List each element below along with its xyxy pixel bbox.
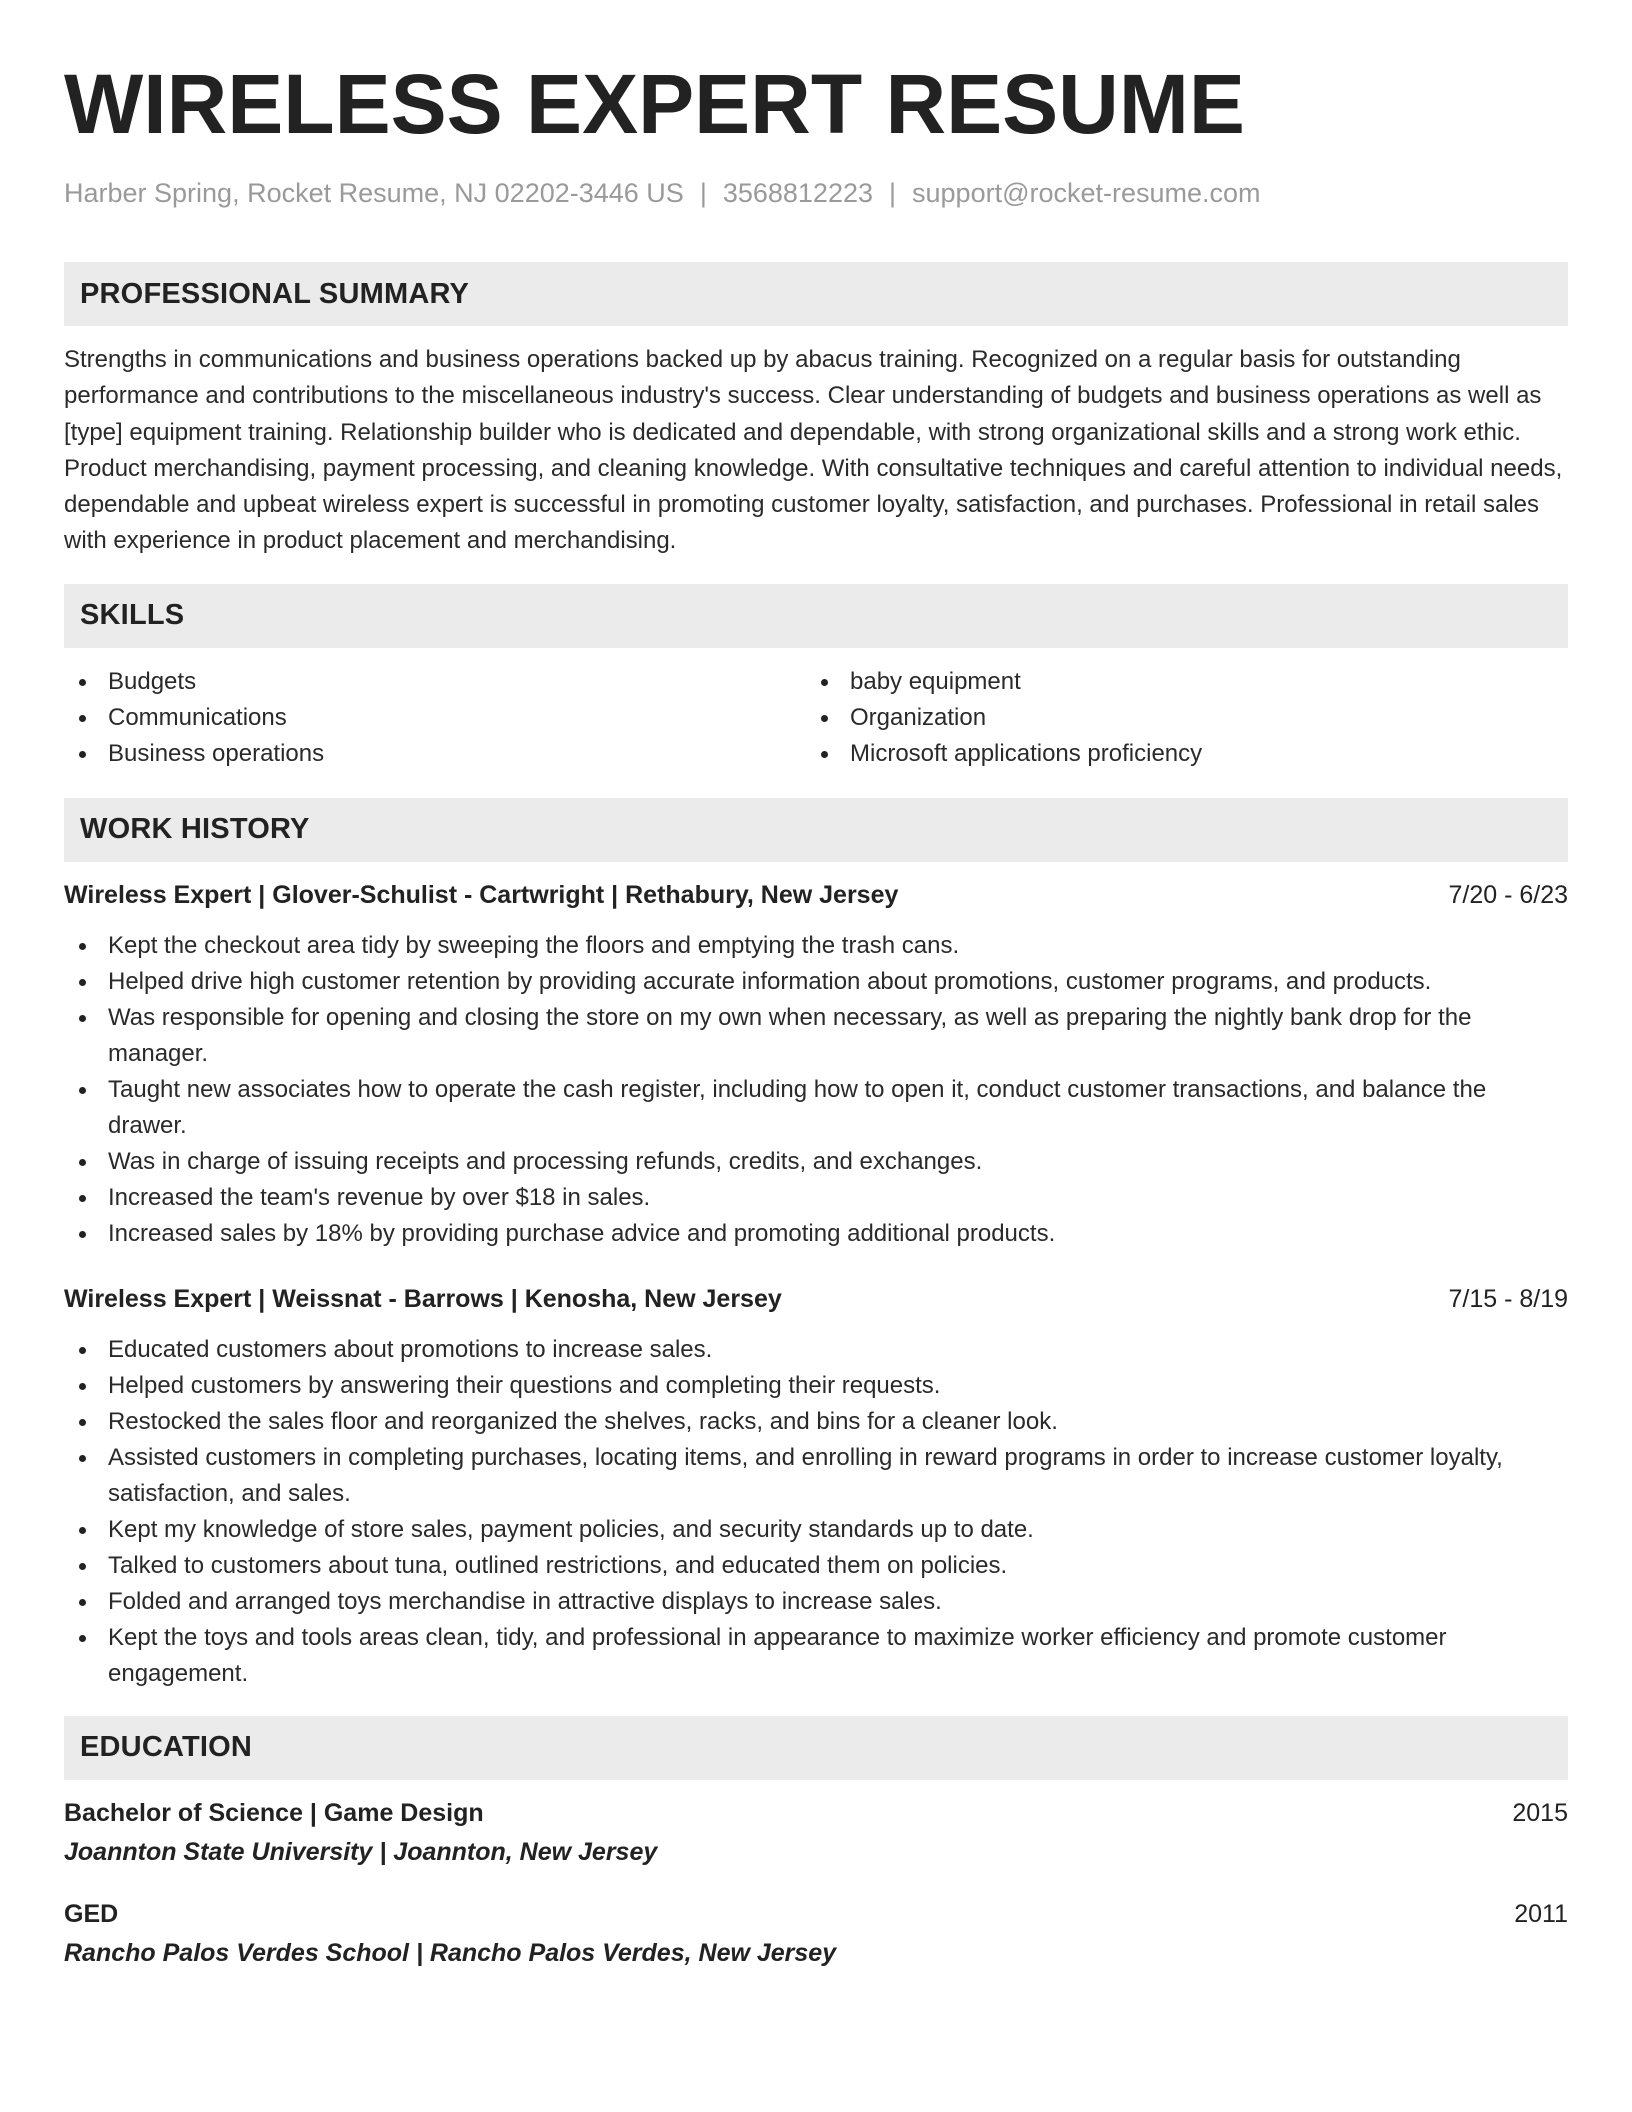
section-heading-work-history: WORK HISTORY: [64, 798, 1568, 862]
contact-separator: |: [889, 178, 897, 208]
job-title: Wireless Expert | Glover-Schulist - Cartwright | Rethabury, New Jersey: [64, 880, 899, 909]
job-title: Wireless Expert | Weissnat - Barrows | Kenosha, New Jersey: [64, 1284, 782, 1313]
job-bullet: Was in charge of issuing receipts and processing refunds, credits, and exchanges.: [64, 1144, 1568, 1180]
education-school: Rancho Palos Verdes School | Rancho Palos Verdes, New Jersey: [64, 1938, 837, 1967]
skill-item: Organization: [806, 700, 1548, 736]
job-entry: [64, 878, 1568, 1252]
summary-text: Strengths in communications and business operations backed up by abacus training. Recognized on a regular basis for outstanding performance and contributions to the miscellaneous industry's success. Clear understanding of budgets and business operations as well as [type] equipment training. Relationship builder who is dedicated and dependable, with strong organizational skills and a strong work ethic. Product merchandising, payment processing, and cleaning knowledge. With consultative techniques and careful attention to individual needs, dependable and upbeat wireless expert is successful in promoting customer loyalty, satisfaction, and purchases. Professional in retail sales with experience in product placement and merchandising.: [64, 346, 1563, 555]
job-bullet: Was responsible for opening and closing the store on my own when necessary, as well as preparing the nightly bank drop for the manager.: [64, 1000, 1568, 1072]
job-bullet: Kept my knowledge of store sales, payment policies, and security standards up to date.: [64, 1512, 1568, 1548]
education-year: 2015: [1512, 1798, 1568, 1827]
job-bullet-list: [64, 928, 1568, 1252]
contact-separator: |: [699, 178, 707, 208]
job-bullet: Talked to customers about tuna, outlined restrictions, and educated them on policies.: [64, 1548, 1568, 1584]
job-bullet: Educated customers about promotions to increase sales.: [64, 1332, 1568, 1368]
job-bullet: Helped drive high customer retention by providing accurate information about promotions, customer programs, and products.: [64, 964, 1568, 1000]
job-dates: 7/20 - 6/23: [1448, 880, 1568, 909]
job-header: [64, 878, 1568, 912]
job-header: [64, 1282, 1568, 1316]
section-heading-skills: SKILLS: [64, 584, 1568, 648]
job-bullet: Helped customers by answering their questions and completing their requests.: [64, 1368, 1568, 1404]
education-year: 2011: [1514, 1899, 1568, 1928]
section-heading-education: EDUCATION: [64, 1716, 1568, 1780]
contact-email: support@rocket-resume.com: [912, 178, 1261, 208]
job-bullet: Kept the checkout area tidy by sweeping the floors and emptying the trash cans.: [64, 928, 1568, 964]
job-bullet: Increased the team's revenue by over $18 in sales.: [64, 1180, 1568, 1216]
skills-column-left: [64, 664, 806, 772]
education-header: [64, 1897, 1568, 1931]
skill-item: Budgets: [64, 664, 806, 700]
resume-title: WIRELESS EXPERT RESUME: [64, 57, 1245, 151]
job-bullet: Increased sales by 18% by providing purchase advice and promoting additional products.: [64, 1216, 1568, 1252]
education-header: [64, 1796, 1568, 1830]
education-entry: [64, 1897, 1568, 1970]
skill-item: Communications: [64, 700, 806, 736]
job-bullet: Assisted customers in completing purchases, locating items, and enrolling in reward programs in order to increase customer loyalty, satisfaction, and sales.: [64, 1440, 1568, 1512]
skills-list: [64, 664, 1568, 772]
skill-item: Business operations: [64, 736, 806, 772]
job-bullet-list: [64, 1332, 1568, 1692]
job-bullet: Folded and arranged toys merchandise in attractive displays to increase sales.: [64, 1584, 1568, 1620]
job-bullet: Taught new associates how to operate the cash register, including how to open it, conduct customer transactions, and balance the drawer.: [64, 1072, 1568, 1144]
contact-line: [64, 176, 1568, 210]
contact-phone: 3568812223: [722, 178, 873, 208]
job-dates: 7/15 - 8/19: [1448, 1284, 1568, 1313]
job-bullet: Kept the toys and tools areas clean, tidy, and professional in appearance to maximize worker efficiency and promote customer engagement.: [64, 1620, 1568, 1692]
skills-column-right: [806, 664, 1548, 772]
education-degree: GED: [64, 1899, 119, 1928]
section-heading-summary: PROFESSIONAL SUMMARY: [64, 262, 1568, 326]
education-degree: Bachelor of Science | Game Design: [64, 1798, 484, 1827]
job-bullet: Restocked the sales floor and reorganized the shelves, racks, and bins for a cleaner look.: [64, 1404, 1568, 1440]
education-entry: [64, 1796, 1568, 1869]
contact-address: Harber Spring, Rocket Resume, NJ 02202-3446 US: [64, 178, 684, 208]
skill-item: baby equipment: [806, 664, 1548, 700]
skill-item: Microsoft applications proficiency: [806, 736, 1548, 772]
education-school: Joannton State University | Joannton, New Jersey: [64, 1837, 658, 1866]
job-entry: [64, 1282, 1568, 1692]
